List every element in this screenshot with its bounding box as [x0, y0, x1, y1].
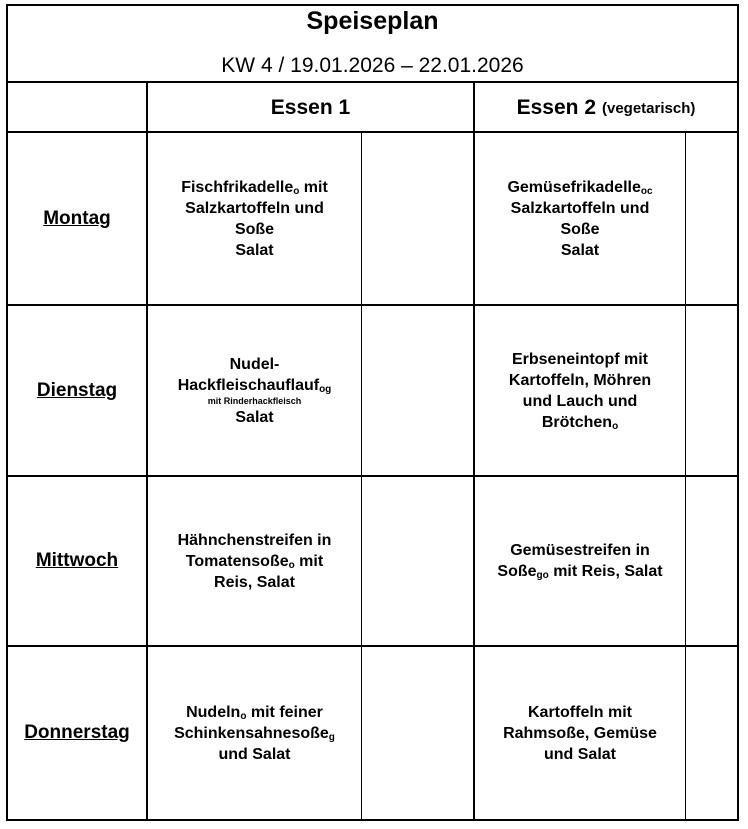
meal-line — [186, 702, 323, 723]
divider-under-week — [6, 81, 739, 83]
meal-line-text: Soße — [497, 563, 537, 580]
meal-line-text: und Lauch und — [522, 392, 638, 410]
allergen-code: oc — [640, 185, 653, 197]
meal-line-text: Hackfleischauflauf — [177, 376, 320, 394]
meal-line — [528, 702, 632, 723]
meal-dienstag-essen2 — [475, 306, 685, 475]
meal-line — [511, 198, 650, 219]
meal-line-text: Salzkartoffeln und — [185, 199, 324, 217]
meal-line — [185, 198, 324, 219]
meal-line-text: Kartoffeln mit — [528, 703, 632, 721]
allergen-code: o — [288, 559, 295, 571]
meal-line — [235, 407, 273, 428]
meal-line — [174, 723, 335, 744]
meal-line — [512, 349, 648, 370]
meal-line-continuation: mit Reis, Salat — [548, 563, 663, 580]
meal-line — [235, 219, 274, 240]
essen1-label: Essen 1 — [270, 96, 351, 119]
meal-line-text: Tomatensoße — [185, 552, 289, 570]
meal-line-text: Brötchen — [541, 413, 613, 431]
meal-line-text: Salat — [235, 408, 274, 426]
meal-line — [561, 240, 599, 261]
meal-line-text: Salat — [560, 241, 600, 259]
column-header-essen1 — [148, 84, 473, 132]
meal-line — [181, 177, 328, 198]
meal-line — [178, 375, 332, 396]
meal-line-text: Gemüsestreifen in — [510, 542, 650, 559]
meal-line-text: und Salat — [543, 745, 616, 763]
day-label-donnerstag: Donnerstag — [24, 722, 130, 743]
meal-line-text: Reis, Salat — [214, 573, 295, 591]
page-title: Speiseplan — [306, 7, 439, 35]
meal-line — [186, 551, 323, 572]
divider-essen1-side — [361, 131, 362, 821]
meal-line-text: und Salat — [218, 745, 291, 763]
meal-line-continuation: mit — [294, 552, 324, 570]
meal-line — [523, 391, 638, 412]
meal-line — [235, 240, 273, 261]
meal-line-text: mit Rinderhackfleisch — [207, 395, 302, 406]
essen2-label: Essen 2 — [516, 96, 596, 119]
meal-line — [544, 744, 616, 765]
meal-line — [218, 744, 290, 765]
meal-line-continuation: mit feiner — [246, 703, 323, 721]
meal-line-text: Rahmsoße, Gemüse — [503, 724, 657, 742]
meal-line-text: Gemüsefrikadelle — [507, 178, 641, 196]
allergen-code: og — [319, 383, 332, 395]
meal-line — [509, 370, 651, 391]
meal-mittwoch-essen1 — [148, 477, 361, 645]
meal-montag-essen2 — [475, 133, 685, 304]
essen2-vegetarian-note: (vegetarisch) — [602, 99, 696, 117]
meal-line — [178, 530, 332, 551]
meal-montag-essen1 — [148, 133, 361, 304]
meal-line — [208, 396, 302, 407]
meal-dienstag-essen1 — [148, 306, 361, 475]
meal-line-text: Soße — [234, 220, 275, 238]
meal-line-continuation: mit — [299, 178, 328, 196]
meal-line-text: Hähnchenstreifen in — [177, 531, 332, 549]
meal-line-text: Erbseneintopf mit — [511, 350, 648, 368]
meal-donnerstag-essen2 — [475, 647, 685, 819]
day-label-dienstag: Dienstag — [36, 379, 118, 401]
meal-line-text: Schinkensahnesoße — [174, 724, 329, 742]
meal-line — [503, 723, 657, 744]
meal-line-text: Nudeln — [186, 703, 241, 721]
meal-line-text: Fischfrikadelle — [181, 178, 294, 196]
meal-donnerstag-essen1 — [148, 647, 361, 819]
week-range: KW 4 / 19.01.2026 – 22.01.2026 — [221, 54, 524, 77]
meal-line — [214, 572, 295, 593]
meal-line — [542, 412, 618, 433]
divider-essen2-side — [685, 131, 686, 821]
allergen-code: o — [612, 420, 619, 432]
column-header-essen2 — [475, 84, 737, 132]
meal-line — [497, 561, 662, 582]
meal-line — [560, 219, 599, 240]
allergen-code: go — [536, 570, 549, 581]
allergen-code: o — [240, 710, 247, 722]
meal-line-text: Kartoffeln, Möhren — [508, 371, 652, 389]
allergen-code: g — [328, 731, 335, 743]
day-label-mittwoch: Mittwoch — [35, 550, 119, 571]
meal-line — [230, 354, 280, 375]
day-label-montag: Montag — [43, 207, 111, 229]
allergen-code: o — [293, 185, 300, 197]
meal-line — [510, 540, 650, 561]
meal-mittwoch-essen2 — [475, 477, 685, 645]
meal-line-text: Soße — [560, 220, 600, 238]
meal-line — [507, 177, 652, 198]
meal-line-text: Salat — [235, 241, 274, 259]
meal-line-text: Nudel- — [229, 355, 280, 373]
meal-line-text: Salzkartoffeln und — [510, 199, 650, 217]
